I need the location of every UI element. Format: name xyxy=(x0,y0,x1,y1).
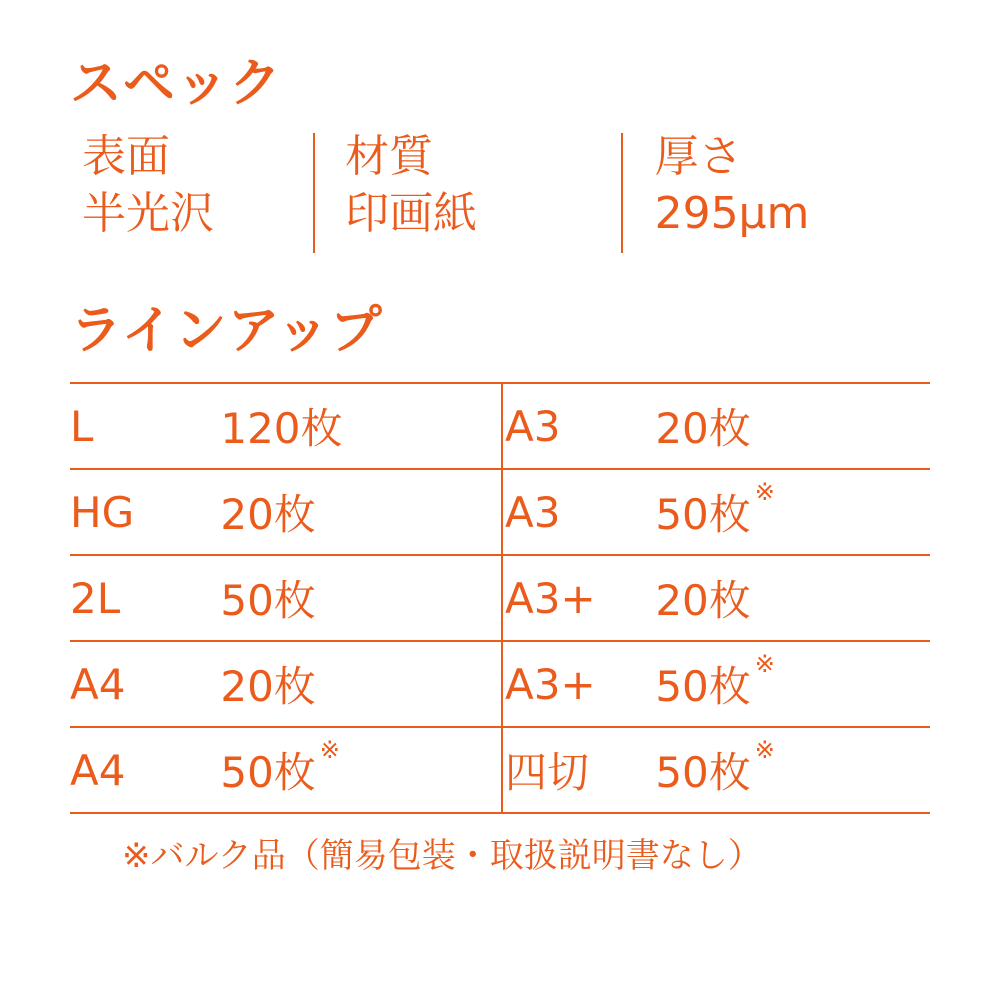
lineup-left-size: L xyxy=(70,383,220,469)
spec-column-material xyxy=(315,129,620,259)
lineup-right-qty-text: 20枚 xyxy=(655,576,751,626)
lineup-left-size: 2L xyxy=(70,555,220,641)
lineup-right-qty xyxy=(655,727,930,813)
lineup-right-qty-text: 50枚 xyxy=(655,748,751,798)
lineup-left-size: A4 xyxy=(70,727,220,813)
spec-value-surface: 半光沢 xyxy=(82,187,214,239)
lineup-left-qty xyxy=(220,641,502,727)
spec-heading: スペック xyxy=(70,54,283,114)
lineup-left-size: HG xyxy=(70,469,220,555)
lineup-right-note: ※ xyxy=(754,650,775,679)
spec-table xyxy=(70,129,930,259)
lineup-right-size: A3+ xyxy=(505,555,655,641)
lineup-left-qty-text: 20枚 xyxy=(220,662,316,712)
lineup-right-size: A3 xyxy=(505,469,655,555)
spec-value-material: 印画紙 xyxy=(345,187,478,239)
lineup-right-qty-text: 20枚 xyxy=(655,404,751,454)
lineup-footnote: ※バルク品（簡易包装・取扱説明書なし） xyxy=(122,836,762,877)
spec-label-material: 材質 xyxy=(345,131,434,183)
lineup-right-qty-text: 50枚 xyxy=(655,662,751,712)
lineup-right-note: ※ xyxy=(754,736,775,765)
lineup-left-qty-text: 20枚 xyxy=(220,490,316,540)
lineup-table xyxy=(70,382,930,814)
lineup-right-qty xyxy=(655,383,930,469)
lineup-right-qty xyxy=(655,469,930,555)
lineup-right-note: ※ xyxy=(754,478,775,507)
lineup-left-qty xyxy=(220,383,502,469)
table-row xyxy=(70,641,930,727)
lineup-right-qty-text: 50枚 xyxy=(655,490,751,540)
lineup-left-qty xyxy=(220,469,502,555)
table-row xyxy=(70,727,930,813)
lineup-right-qty xyxy=(655,641,930,727)
lineup-heading: ラインアップ xyxy=(70,301,383,362)
lineup-left-qty-text: 50枚 xyxy=(220,748,316,798)
lineup-right-qty xyxy=(655,555,930,641)
spec-column-surface xyxy=(70,129,313,259)
lineup-right-size: 四切 xyxy=(505,727,655,813)
table-row xyxy=(70,383,930,469)
lineup-right-size: A3+ xyxy=(505,641,655,727)
spec-label-thickness: 厚さ xyxy=(654,131,743,183)
spec-label-surface: 表面 xyxy=(82,131,170,183)
spec-value-thickness: 295μm xyxy=(654,187,810,239)
lineup-left-note: ※ xyxy=(319,736,340,765)
lineup-right-size: A3 xyxy=(505,383,655,469)
lineup-left-size: A4 xyxy=(70,641,220,727)
lineup-left-qty xyxy=(220,727,502,813)
lineup-left-qty-text: 120枚 xyxy=(220,404,343,454)
spec-column-thickness xyxy=(623,129,930,259)
lineup-left-qty xyxy=(220,555,502,641)
lineup-left-qty-text: 50枚 xyxy=(220,576,316,626)
table-row xyxy=(70,555,930,641)
table-row xyxy=(70,469,930,555)
